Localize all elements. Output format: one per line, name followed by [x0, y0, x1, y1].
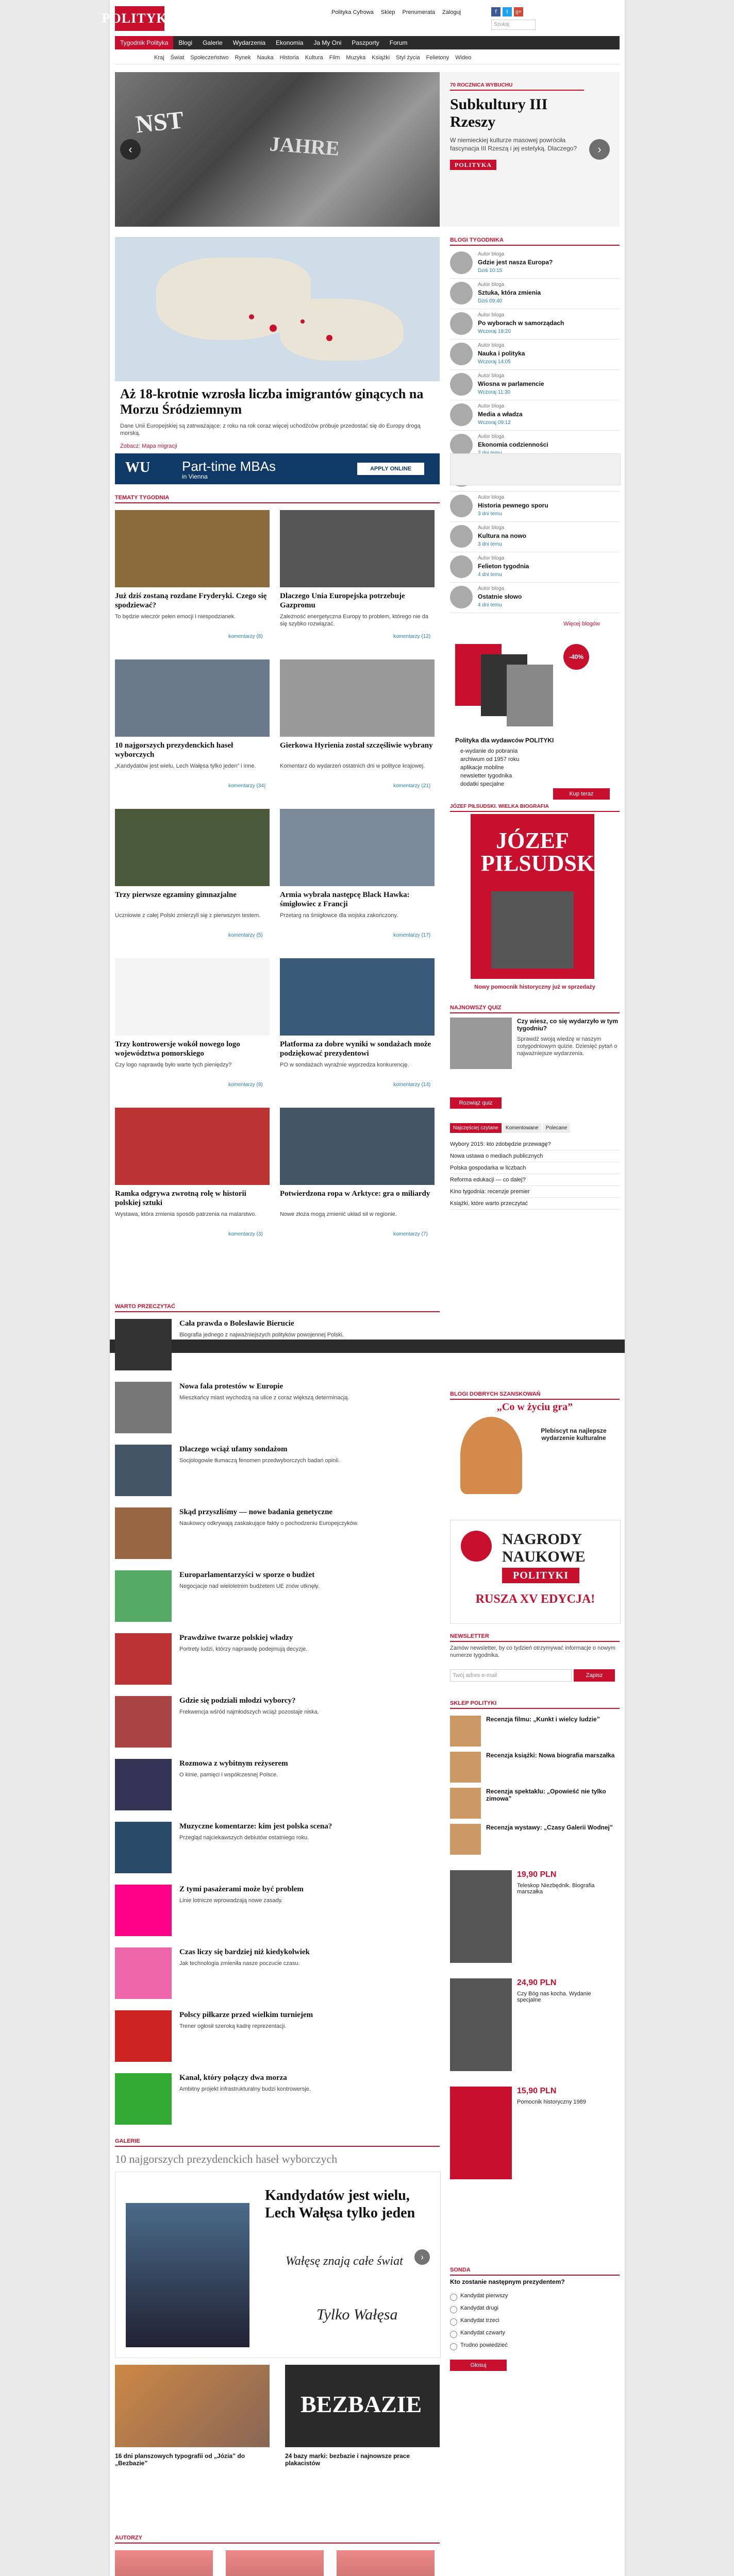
popular-tabs — [450, 1123, 620, 1133]
newsletter-text: Zamów newsletter, by co tydzień otrzymywać informacje o nowym numerze tygodnika. — [450, 1645, 615, 1658]
avatar — [450, 373, 473, 396]
blog-item[interactable] — [450, 522, 620, 552]
product-title[interactable]: Teleskop Niezbędnik. Biografia marszałka — [517, 1883, 595, 1895]
avatar — [450, 525, 473, 548]
list-lead: O kinie, pamięci i współczesnej Polsce. — [179, 1772, 278, 1778]
nagrody-line3: POLITYKI — [502, 1568, 579, 1583]
map-story-title[interactable]: Aż 18-krotnie wzrosła liczba imigrantów ginących na Morzu Śródziemnym — [120, 386, 424, 417]
article-lead: Komentarz do wydarzeń ostatnich dni w polityce krajowej. — [280, 763, 425, 769]
article-title[interactable]: Gierkowa Hyrienia został szczęśliwie wybrany — [280, 741, 433, 750]
blog-title[interactable]: Po wyborach w samorządach — [478, 319, 564, 327]
product-price: 24,90 PLN — [517, 1978, 557, 1987]
list-image[interactable] — [115, 1507, 172, 1559]
blog-author: Autor bloga — [478, 282, 505, 287]
blog-date: Dziś 09:40 — [478, 298, 503, 304]
gallery-slogan4: Tylko Wałęsa — [316, 2306, 398, 2323]
nav-item[interactable]: Galerie — [203, 39, 223, 46]
tab-popular[interactable]: Najczęściej czytane — [450, 1123, 502, 1133]
shop-title[interactable]: Recenzja filmu: „Kunkt i wielcy ludzie” — [486, 1716, 600, 1723]
list-image[interactable] — [115, 1633, 172, 1685]
map-image[interactable] — [115, 237, 440, 381]
gallery-thumb-title[interactable]: 16 dni planszowych typografii od „Józia” do „Bezbazie” — [115, 2452, 245, 2467]
shop-image[interactable] — [450, 1716, 481, 1747]
gallery-slogan2: Lech Wałęsa tylko jeden — [265, 2205, 415, 2221]
blog-list — [450, 248, 620, 613]
blog-item[interactable] — [450, 552, 620, 583]
poll-header: SONDA — [450, 2267, 620, 2276]
list-lead: Naukowcy odkrywają zaskakujące fakty o pochodzeniu Europejczyków. — [179, 1520, 359, 1527]
blog-item[interactable] — [450, 400, 620, 431]
list-lead: Frekwencja wśród najmłodszych wciąż pozostaje niska. — [179, 1709, 319, 1715]
list-lead: Przegląd najciekawszych debiutów ostatniego roku. — [179, 1835, 309, 1841]
more-blogs-link[interactable]: Więcej blogów — [563, 621, 600, 627]
gallery-image[interactable] — [115, 2172, 441, 2358]
promo-magazine[interactable] — [507, 665, 553, 726]
gallery-thumb-label: BEZBAZIE — [301, 2391, 422, 2417]
authors-header: AUTORZY — [115, 2535, 440, 2544]
list-image[interactable] — [115, 2073, 172, 2125]
tab-commented[interactable]: Komentowane — [503, 1123, 542, 1133]
blog-title[interactable]: Ostatnie słowo — [478, 593, 522, 600]
poll-option-label: Kandydat pierwszy — [460, 2293, 508, 2299]
quiz-title[interactable]: Czy wiesz, co się wydarzyło w tym tygodniu? — [517, 1018, 619, 1032]
hero-image[interactable]: NST JAHRE — [115, 72, 440, 227]
list-lead: Negocjacje nad wieloletnim budżetem UE znów utknęły. — [179, 1583, 320, 1589]
poll-radio[interactable] — [450, 2343, 457, 2350]
top-link[interactable]: Prenumerata — [402, 9, 436, 15]
carousel-prev-icon[interactable]: ‹ — [120, 139, 141, 160]
article-title[interactable]: Potwierdzona ropa w Arktyce: gra o miliardy — [280, 1190, 430, 1198]
avatar — [450, 403, 473, 426]
newsletter-input[interactable]: Twój adres e-mail — [450, 1669, 572, 1682]
page — [102, 0, 625, 2576]
list-image[interactable] — [115, 1822, 172, 1873]
avatar — [450, 586, 473, 608]
promo-item: aplikacje mobilne — [460, 765, 504, 771]
carousel-next-icon[interactable]: › — [589, 139, 610, 160]
list-image[interactable] — [115, 1947, 172, 1999]
poll-option-label: Trudno powiedzieć — [460, 2342, 508, 2348]
blog-title[interactable]: Gdzie jest nasza Europa? — [478, 259, 553, 266]
promo-list — [460, 747, 519, 788]
avatar — [450, 282, 473, 304]
subnav-item[interactable]: Muzyka — [346, 55, 366, 61]
awards-header: BLOGI DOBRYCH SZANSKOWAŃ — [450, 1391, 620, 1400]
ad-banner[interactable]: WU Part-time MBAs in Vienna APPLY ONLINE — [115, 453, 440, 484]
subnav-item[interactable]: Nauka — [257, 55, 274, 61]
gallery-header: GALERIE — [115, 2138, 440, 2147]
blog-sidebar-header: BLOGI TYGODNIKA — [450, 237, 620, 246]
author-photo[interactable] — [115, 2550, 213, 2576]
blog-sidebar — [450, 237, 620, 246]
list-image[interactable] — [115, 1382, 172, 1433]
product-price: 19,90 PLN — [517, 1870, 557, 1879]
list-lead: Socjologowie tłumaczą fenomen przedwyborczych badań opinii. — [179, 1458, 340, 1464]
list-lead: Jak technologia zmieniła nasze poczucie czasu. — [179, 1960, 300, 1967]
blog-author: Autor bloga — [478, 586, 505, 591]
subnav-item[interactable]: Społeczeństwo — [190, 55, 229, 61]
shop-image[interactable] — [450, 1788, 481, 1819]
popular-list — [450, 1139, 620, 1210]
gallery-thumb[interactable] — [285, 2365, 440, 2447]
article-image[interactable] — [115, 659, 270, 737]
article-image[interactable] — [280, 510, 435, 587]
comment-count[interactable]: komentarzy (17) — [393, 933, 431, 938]
article-image[interactable] — [115, 958, 270, 1036]
popular-item[interactable]: Wybory 2015: kto zdobędzie przewagę? — [450, 1139, 620, 1150]
blog-author: Autor bloga — [478, 251, 505, 257]
poll-option-label: Kandydat drugi — [460, 2305, 498, 2311]
blog-author: Autor bloga — [478, 434, 505, 439]
poll-radio[interactable] — [450, 2306, 457, 2313]
facebook-icon[interactable]: f — [491, 7, 501, 16]
article-lead: Uczniowie z całej Polski zmierzyli się z pierwszym testem. — [115, 912, 261, 919]
list-title[interactable]: Nowa fala protestów w Europie — [179, 1382, 283, 1391]
book-header: JÓZEF PIŁSUDSKI. WIELKA BIOGRAFIA — [450, 804, 620, 812]
article-title[interactable]: 10 najgorszych prezydenckich haseł wyborczych — [115, 741, 233, 759]
blog-title[interactable]: Nauka i polityka — [478, 350, 525, 357]
subnav-item[interactable]: Świat — [170, 55, 185, 61]
nav-item[interactable]: Ja My Oni — [313, 39, 342, 46]
sub-nav — [151, 53, 474, 62]
list-title[interactable]: Polscy piłkarze przed wielkim turniejem — [179, 2011, 313, 2019]
article-image[interactable] — [115, 809, 270, 886]
newsletter-header: NEWSLETTER — [450, 1633, 620, 1642]
poll-radio[interactable] — [450, 2331, 457, 2338]
shop-title[interactable]: Recenzja wystawy: „Czasy Galerii Wodnej” — [486, 1824, 613, 1831]
list-title[interactable]: Europarlamentarzyści w sporze o budżet — [179, 1571, 315, 1579]
product-image[interactable] — [450, 1978, 512, 2071]
shop-title[interactable]: Recenzja książki: Nowa biografia marszałka — [486, 1752, 615, 1759]
gallery-title[interactable]: 10 najgorszych prezydenckich haseł wyborczych — [115, 2153, 338, 2165]
author-photo[interactable] — [337, 2550, 435, 2576]
promo-item: newsletter tygodnika — [460, 773, 512, 779]
gallery-thumb[interactable] — [115, 2365, 270, 2447]
subnav-item[interactable]: Rynek — [235, 55, 251, 61]
ad-subtitle: in Vienna — [182, 473, 208, 480]
article-title[interactable]: Armia wybrała następcę Black Hawka: śmigłowiec z Francji — [280, 891, 410, 908]
nav-item[interactable]: Forum — [389, 39, 408, 46]
author-photo[interactable] — [226, 2550, 324, 2576]
subnav-item[interactable]: Kraj — [154, 55, 164, 61]
article-image[interactable] — [280, 809, 435, 886]
blog-title[interactable]: Sztuka, która zmienia — [478, 289, 541, 296]
subnav-item[interactable]: Kultura — [305, 55, 323, 61]
list-header: WARTO PRZECZYTAĆ — [115, 1303, 440, 1312]
gallery-slogan1: Kandydatów jest wielu, — [265, 2188, 410, 2204]
shop-image[interactable] — [450, 1824, 481, 1855]
top-link[interactable]: Sklep — [380, 9, 395, 15]
article-lead: To będzie wieczór pełen emocji i niespodzianek. — [115, 614, 236, 620]
list-title[interactable]: Muzyczne komentarze: kim jest polska scena? — [179, 1822, 332, 1831]
article-image[interactable] — [115, 1108, 270, 1185]
list-title[interactable]: Prawdziwe twarze polskiej władzy — [179, 1634, 293, 1642]
blog-item[interactable] — [450, 309, 620, 340]
blog-author: Autor bloga — [478, 555, 505, 561]
book-title: JÓZEF PIŁSUDSKI — [481, 828, 604, 876]
list-image[interactable] — [115, 1570, 172, 1622]
tab-recommended[interactable]: Polecane — [543, 1123, 571, 1133]
list-title[interactable]: Cała prawda o Bolesławie Bierucie — [179, 1319, 294, 1328]
list-lead: Biografia jednego z najważniejszych polityków powojennej Polski. — [179, 1332, 344, 1338]
quiz-button[interactable]: Rozwiąż quiz — [450, 1097, 502, 1109]
list-lead: Ambitny projekt infrastrukturalny budzi kontrowersje. — [179, 2086, 311, 2092]
blog-item[interactable] — [450, 248, 620, 279]
blog-title[interactable]: Media a władza — [478, 411, 523, 418]
poll-button[interactable]: Głosuj — [450, 2360, 507, 2371]
ad-title: Part-time MBAs — [182, 459, 276, 474]
twitter-icon[interactable]: t — [503, 7, 512, 16]
blog-item[interactable] — [450, 340, 620, 370]
blog-title[interactable]: Wiosna w parlamencie — [478, 380, 544, 387]
comment-count[interactable]: komentarzy (21) — [393, 783, 431, 789]
list-lead: Portrety ludzi, którzy naprawdę podejmują decyzje. — [179, 1646, 308, 1652]
comment-count[interactable]: komentarzy (3) — [228, 1231, 263, 1237]
article-lead: Nowe złoża mogą zmienić układ sił w regionie. — [280, 1211, 397, 1217]
article-lead: Przetarg na śmigłowce dla wojska zakończony. — [280, 912, 398, 919]
article-image[interactable] — [280, 1108, 435, 1185]
gallery-thumb-title[interactable]: 24 bazy marki: bezbazie i najnowsze prace plakacistów — [285, 2452, 410, 2467]
side-ad[interactable] — [450, 453, 621, 485]
blog-date: 4 dni temu — [478, 572, 502, 578]
shop-image[interactable] — [450, 1752, 481, 1783]
hero-text — [450, 82, 584, 170]
quiz-image[interactable] — [450, 1018, 512, 1069]
main-nav — [115, 36, 620, 49]
blog-author: Autor bloga — [478, 495, 505, 500]
poll-option-label: Kandydat czwarty — [460, 2330, 505, 2336]
list-lead: Mieszkańcy miast wychodzą na ulice z coraz większą determinacją. — [179, 1395, 349, 1401]
gallery-slogan3: Wałęsę znają całe świat — [286, 2255, 403, 2268]
newsletter-button[interactable]: Zapisz — [574, 1669, 615, 1682]
blog-title[interactable]: Ekonomia codzienności — [478, 441, 548, 448]
right-promo: -40% Polityka dla wydawców POLITYKI e-wydanie do pobrania archiwum od 1957 roku aplikacje mobilne newsletter tygodnika dodatki specjalne Kup teraz — [450, 639, 620, 793]
subnav-item[interactable]: Felietony — [426, 55, 449, 61]
map-story-lead: Dane Unii Europejskiej są zatrważające: z roku na rok coraz więcej uchodźców próbuje przedostać się do Europy drogą morską. — [120, 423, 421, 436]
list-lead: Linie lotnicze wprowadzają nowe zasady. — [179, 1897, 283, 1904]
article-title[interactable]: Trzy pierwsze egzaminy gimnazjalne — [115, 891, 237, 899]
blog-date: 3 dni temu — [478, 511, 502, 517]
comment-count[interactable]: komentarzy (7) — [393, 1231, 428, 1237]
article-title[interactable]: Dlaczego Unia Europejska potrzebuje Gazpromu — [280, 592, 405, 609]
blog-author: Autor bloga — [478, 343, 505, 348]
book-caption: Nowy pomocnik historyczny już w sprzedaży — [474, 984, 595, 990]
subnav-item[interactable]: Książki — [372, 55, 390, 61]
nagrody-banner[interactable] — [450, 1520, 621, 1624]
top-links — [331, 9, 461, 15]
nav-item[interactable]: Tygodnik Polityka — [115, 36, 173, 49]
article-lead: „Kandydatów jest wielu, Lech Wałęsa tylko jeden” i inne. — [115, 763, 256, 769]
blog-title[interactable]: Historia pewnego sporu — [478, 502, 548, 509]
promo-item: dodatki specjalne — [460, 781, 505, 787]
product-title[interactable]: Czy Bóg nas kocha. Wydanie specjalne — [517, 1991, 591, 2003]
list-title[interactable]: Dlaczego wciąż ufamy sondażom — [179, 1445, 288, 1453]
section-header: TEMATY TYGODNIA — [115, 495, 440, 503]
comment-count[interactable]: komentarzy (9) — [228, 1082, 263, 1088]
popular-item[interactable]: Kino tygodnia: recenzje premier — [450, 1186, 620, 1198]
promo-item: archiwum od 1957 roku — [460, 756, 520, 762]
avatar — [450, 251, 473, 274]
article-lead: Wystawa, która zmienia sposób patrzenia na malarstwo. — [115, 1211, 257, 1217]
top-link[interactable]: Zaloguj — [442, 9, 461, 15]
promo-button[interactable]: Kup teraz — [553, 788, 610, 800]
list-image[interactable] — [115, 1759, 172, 1810]
popular-item[interactable]: Książki, które warto przeczytać — [450, 1198, 620, 1210]
article-image[interactable] — [115, 510, 270, 587]
blog-date: Wczoraj 09:12 — [478, 420, 511, 426]
search-input[interactable]: Szukaj — [491, 20, 536, 30]
article-lead: Zależność energetyczna Europy to problem, którego nie da się szybko rozwiązać. — [280, 614, 428, 627]
product-title[interactable]: Pomocnik historyczny 1989 — [517, 2099, 586, 2105]
nav-item[interactable]: Wydarzenia — [232, 39, 266, 46]
google-plus-icon[interactable]: g+ — [514, 7, 523, 16]
popular-item[interactable]: Reforma edukacji — co dalej? — [450, 1174, 620, 1186]
blog-author: Autor bloga — [478, 525, 505, 531]
subnav-item[interactable]: Film — [329, 55, 340, 61]
sticky-bar — [110, 1340, 625, 1353]
gallery-next-icon[interactable]: › — [414, 2249, 430, 2265]
product-image[interactable] — [450, 2087, 512, 2179]
blog-title[interactable]: Kultura na nowo — [478, 532, 526, 539]
list-title[interactable]: Czas liczy się bardziej niż kiedykolwiek — [179, 1948, 310, 1956]
blog-date: Wczoraj 11:30 — [478, 389, 511, 395]
list-image[interactable] — [115, 1696, 172, 1748]
blog-date: 4 dni temu — [478, 602, 502, 608]
list-image[interactable] — [115, 2010, 172, 2062]
list-title[interactable]: Skąd przyszliśmy — nowe badania genetyczne — [179, 1508, 333, 1516]
nagrody-line2: NAUKOWE — [502, 1548, 586, 1565]
blog-title[interactable]: Felieton tygodnia — [478, 563, 529, 570]
list-image[interactable] — [115, 1319, 172, 1370]
map-story-link[interactable]: Zobacz: Mapa migracji — [120, 443, 177, 449]
article-lead: Czy logo naprawdę było warte tych pieniędzy? — [115, 1062, 232, 1068]
hero-kicker: 70 ROCZNICA WYBUCHU — [450, 82, 584, 91]
article-title[interactable]: Platforma za dobre wyniki w sondażach może podziękować prezydentowi — [280, 1040, 431, 1058]
list-lead: Trener ogłosił szeroką kadrę reprezentacji. — [179, 2023, 287, 2029]
blog-item[interactable] — [450, 279, 620, 309]
nav-item[interactable]: Ekonomia — [276, 39, 304, 46]
article-image[interactable] — [280, 958, 435, 1036]
avatar — [450, 312, 473, 335]
awards-image[interactable] — [460, 1417, 522, 1494]
comment-count[interactable]: komentarzy (8) — [228, 634, 263, 639]
social-icons — [491, 7, 523, 16]
blog-date: Dziś 10:15 — [478, 268, 503, 274]
comment-count[interactable]: komentarzy (14) — [393, 1082, 431, 1088]
list-title[interactable]: Rozmowa z wybitnym reżyserem — [179, 1759, 288, 1768]
promo-title: Polityka dla wydawców POLITYKI — [455, 737, 554, 744]
subnav-item[interactable]: Historia — [279, 55, 299, 61]
list-title[interactable]: Kanał, który połączy dwa morza — [179, 2074, 287, 2082]
poll-question: Kto zostanie następnym prezydentem? — [450, 2278, 565, 2285]
hero-lead: W niemieckiej kulturze masowej powróciła fascynacja III Rzeszą i jej estetyką. Dlaczego? — [450, 137, 577, 152]
site-logo[interactable]: POLITYKA — [115, 6, 164, 31]
hero-carousel[interactable] — [115, 72, 620, 227]
comment-count[interactable]: komentarzy (5) — [228, 933, 263, 938]
shop-header: SKLEP POLITYKI — [450, 1700, 620, 1709]
comment-count[interactable]: komentarzy (34) — [228, 783, 266, 789]
product-price: 15,90 PLN — [517, 2087, 557, 2095]
subnav-item[interactable]: Styl życia — [396, 55, 420, 61]
top-link[interactable]: Polityka Cyfrowa — [331, 9, 374, 15]
awards-title[interactable]: „Co w życiu gra” — [496, 1401, 573, 1413]
list-title[interactable]: Gdzie się podziali młodzi wyborcy? — [179, 1697, 296, 1705]
shop-title[interactable]: Recenzja spektaklu: „Opowieść nie tylko zimowa” — [486, 1788, 606, 1802]
nav-item[interactable]: Blogi — [178, 39, 193, 46]
article-title[interactable]: Już dziś zostaną rozdane Fryderyki. Czego się spodziewać? — [115, 592, 267, 609]
blog-author: Autor bloga — [478, 373, 505, 379]
avatar — [450, 555, 473, 578]
book-cover[interactable] — [471, 814, 604, 979]
article-lead: PO w sondażach wyraźnie wyprzedza konkurencję. — [280, 1062, 409, 1068]
list-image[interactable] — [115, 1445, 172, 1496]
comment-count[interactable]: komentarzy (12) — [393, 634, 431, 639]
article-image[interactable] — [280, 659, 435, 737]
blog-item[interactable] — [450, 370, 620, 400]
list-image[interactable] — [115, 1885, 172, 1936]
ad-cta-button[interactable]: APPLY ONLINE — [357, 463, 424, 475]
hero-title[interactable]: Subkultury III Rzeszy — [450, 96, 548, 130]
quiz-header: NAJNOWSZY QUIZ — [450, 1005, 620, 1013]
avatar — [450, 343, 473, 365]
product-image[interactable] — [450, 1870, 512, 1963]
quiz-lead: Sprawdź swoją wiedzę w naszym cotygodniowym quizie. Dziesięć pytań o najważniejsze wydarzenia. — [517, 1036, 618, 1057]
avatar — [450, 495, 473, 517]
poll-radio[interactable] — [450, 2294, 457, 2301]
blog-date: 3 dni temu — [478, 541, 502, 547]
popular-item[interactable]: Nowa ustawa o mediach publicznych — [450, 1150, 620, 1162]
poll-option-label: Kandydat trzeci — [460, 2317, 499, 2324]
article-title[interactable]: Ramka odgrywa zwrotną rolę w historii polskiej sztuki — [115, 1190, 246, 1207]
awards-caption: Plebiscyt na najlepsze wydarzenie kulturalne — [541, 1427, 607, 1442]
blog-item[interactable] — [450, 492, 620, 522]
nagrody-cta: RUSZA XV EDYCJA! — [475, 1592, 595, 1606]
hero-badge: POLITYKA — [450, 160, 496, 170]
blog-author: Autor bloga — [478, 403, 505, 409]
blog-date: Wczoraj 14:05 — [478, 359, 511, 365]
nav-item[interactable]: Paszporty — [352, 39, 379, 46]
popular-item[interactable]: Polska gospodarka w liczbach — [450, 1162, 620, 1174]
blog-date: Wczoraj 18:20 — [478, 329, 511, 334]
blog-item[interactable] — [450, 583, 620, 613]
article-title[interactable]: Trzy kontrowersje wokół nowego logo województwa pomorskiego — [115, 1040, 240, 1058]
subnav-item[interactable]: Wideo — [455, 55, 472, 61]
blog-author: Autor bloga — [478, 312, 505, 318]
promo-item: e-wydanie do pobrania — [460, 748, 518, 754]
poll-radio[interactable] — [450, 2318, 457, 2326]
list-title[interactable]: Z tymi pasażerami może być problem — [179, 1885, 304, 1893]
nagrody-line1: NAGRODY — [502, 1531, 582, 1548]
